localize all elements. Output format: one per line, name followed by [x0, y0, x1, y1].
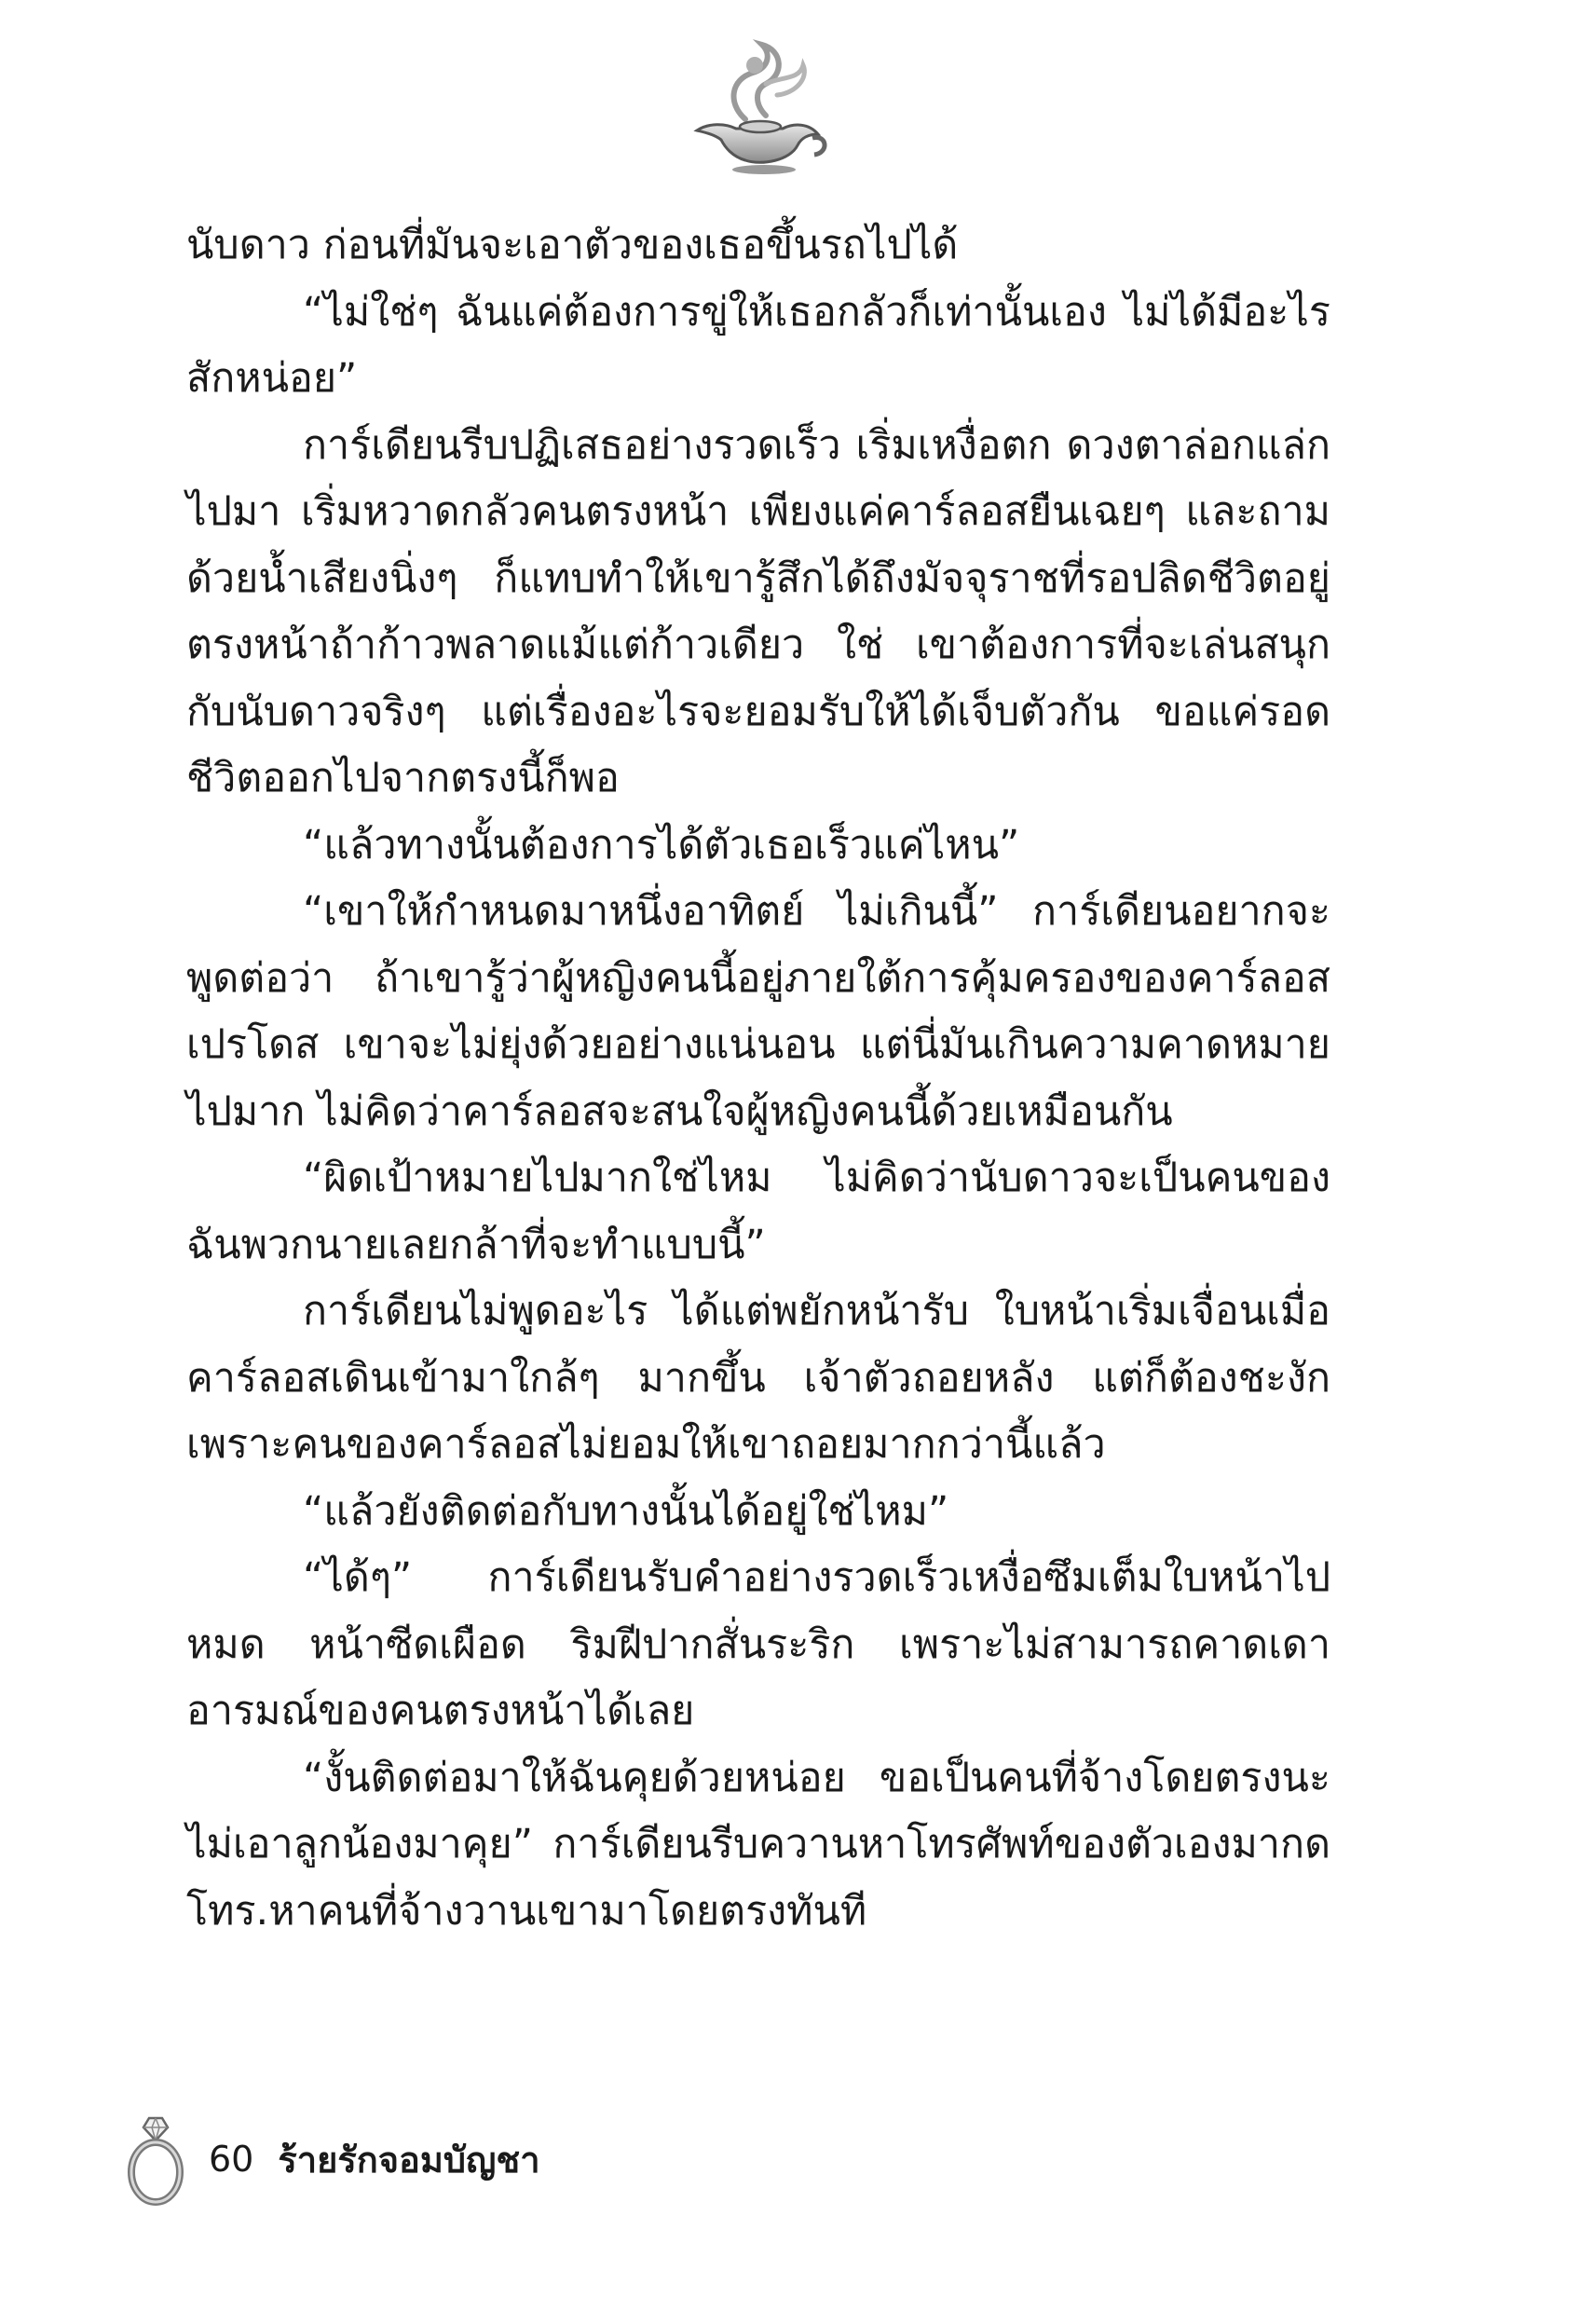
paragraph: การ์เดียนไม่พูดอะไร ได้แต่พยักหน้ารับ ใบหน้าเริ่มเจื่อนเมื่อคาร์ลอสเดินเข้ามาใกล้ๆ มากขึ้น เจ้าตัวถอยหลัง แต่ก็ต้องชะงัก เพราะคนของคาร์ลอสไม่ยอมให้เขาถอยมากกว่านี้แล้ว	[186, 1288, 1330, 1468]
page-number: 60	[209, 2139, 254, 2180]
diamond-ring-icon	[121, 2113, 190, 2206]
paragraph: “ผิดเป้าหมายไปมากใช่ไหม ไม่คิดว่านับดาวจะเป็นคนของฉันพวกนายเลยกล้าที่จะทำแบบนี้”	[186, 1155, 1330, 1268]
paragraph: การ์เดียนรีบปฏิเสธอย่างรวดเร็ว เริ่มเหงื่อตก ดวงตาล่อกแล่กไปมา เริ่มหวาดกลัวคนตรงหน้า เพียงแค่คาร์ลอสยืนเฉยๆ และถามด้วยน้ำเสียงนิ่งๆ ก็แทบทำให้เขารู้สึกได้ถึงมัจจุราชที่รอปลิดชีวิตอยู่ตรงหน้าถ้าก้าวพลาดแม้แต่ก้าวเดียว ใช่ เขาต้องการที่จะเล่นสนุกกับนับดาวจริงๆ แต่เรื่องอะไรจะยอมรับให้ได้เจ็บตัวกัน ขอแค่รอดชีวิตออกไปจากตรงนี้ก็พอ	[186, 421, 1330, 801]
book-title: ร้ายรักจอมบัญชา	[278, 2139, 540, 2181]
paragraph: “ได้ๆ” การ์เดียนรับคำอย่างรวดเร็วเหงื่อซึมเต็มใบหน้าไปหมด หน้าซีดเผือด ริมฝีปากสั่นระริก เพราะไม่สามารถคาดเดาอารมณ์ของคนตรงหน้าได้เลย	[186, 1554, 1330, 1734]
paragraph: “แล้วทางนั้นต้องการได้ตัวเธอเร็วแค่ไหน”	[303, 821, 1020, 868]
paragraph: นับดาว ก่อนที่มันจะเอาตัวของเธอขึ้นรถไปได้	[186, 222, 959, 268]
paragraph: “แล้วยังติดต่อกับทางนั้นได้อยู่ใช่ไหม”	[303, 1487, 949, 1535]
paragraph: “งั้นติดต่อมาให้ฉันคุยด้วยหน่อย ขอเป็นคนที่จ้างโดยตรงนะ ไม่เอาลูกน้องมาคุย” การ์เดียนรีบควานหาโทรศัพท์ของตัวเองมากดโทร.หาคนที่จ้างวานเขามาโดยตรงทันที	[186, 1754, 1330, 1935]
body-text	[186, 212, 1330, 1945]
page-footer	[121, 2108, 540, 2210]
genie-lamp-icon	[680, 37, 829, 177]
paragraph: “ไม่ใช่ๆ ฉันแค่ต้องการขู่ให้เธอกลัวก็เท่านั้นเอง ไม่ได้มีอะไรสักหน่อย”	[186, 288, 1330, 402]
paragraph: “เขาให้กำหนดมาหนึ่งอาทิตย์ ไม่เกินนี้” การ์เดียนอยากจะพูดต่อว่า ถ้าเขารู้ว่าผู้หญิงคนนี้อยู่ภายใต้การคุ้มครองของคาร์ลอส เปรโดส เขาจะไม่ยุ่งด้วยอย่างแน่นอน แต่นี่มันเกินความคาดหมายไปมาก ไม่คิดว่าคาร์ลอสจะสนใจผู้หญิงคนนี้ด้วยเหมือนกัน	[186, 888, 1330, 1135]
